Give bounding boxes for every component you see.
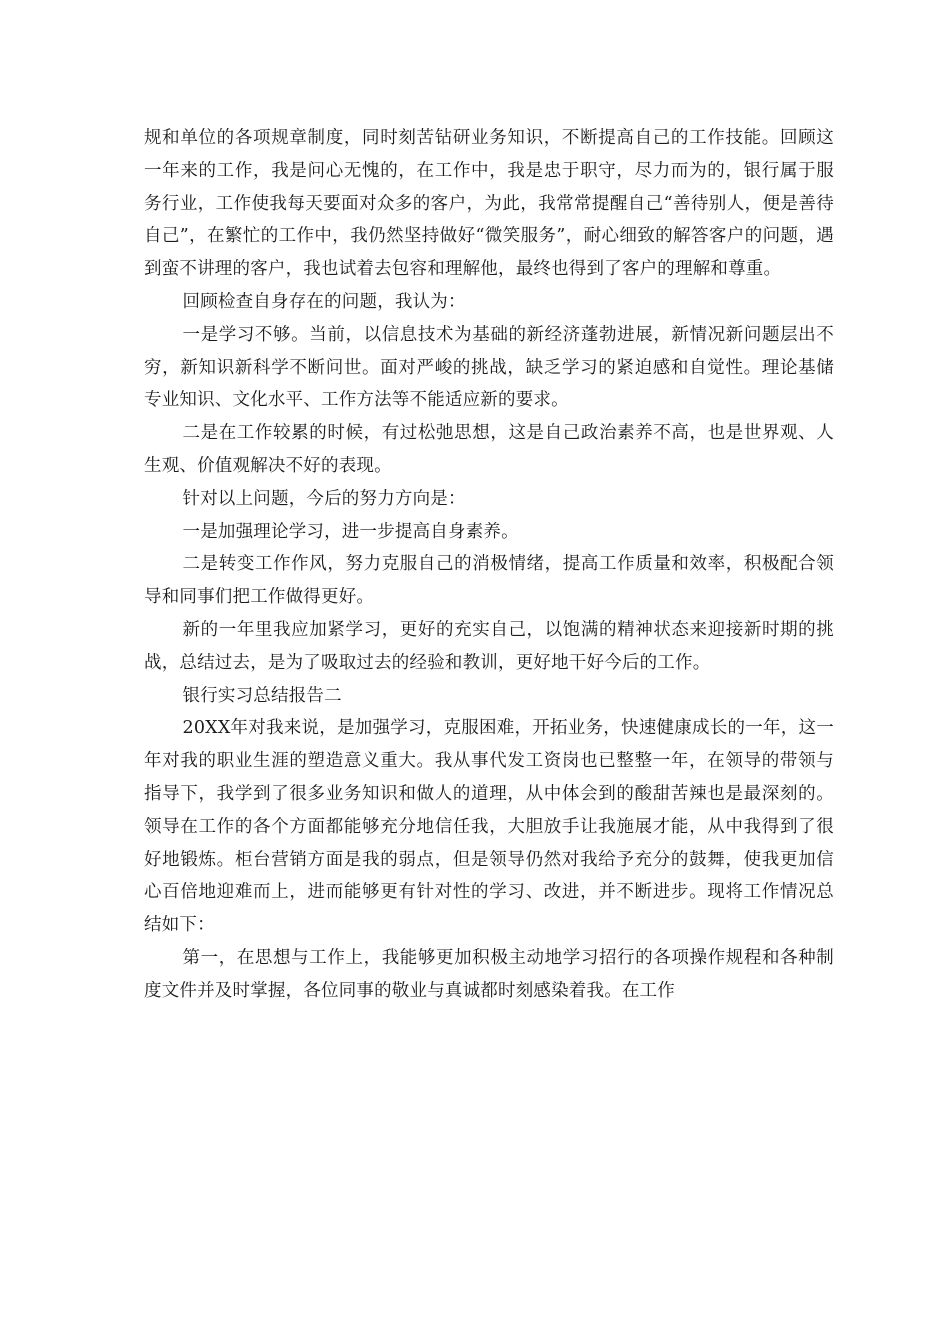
paragraph-6: 一是加强理论学习，进一步提高自身素养。 [182, 521, 519, 542]
document-body [144, 122, 834, 1008]
paragraph-8: 新的一年里我应加紧学习，更好的充实自己，以饱满的精神状态来迎接新时期的挑战，总结过去，是为了吸取过去的经验和教训，更好地干好今后的工作。 [144, 619, 834, 673]
paragraph-5: 针对以上问题，今后的努力方向是： [182, 488, 466, 509]
section-heading: 银行实习总结报告二 [182, 685, 342, 706]
paragraph-1: 规和单位的各项规章制度，同时刻苦钻研业务知识，不断提高自己的工作技能。回顾这一年来的工作，我是问心无愧的，在工作中，我是忠于职守，尽力而为的，银行属于服务行业，工作使我每天要面对众多的客户，为此，我常常提醒自己“善待别人，便是善待自己”，在繁忙的工作中，我仍然坚持做好“微笑服务”，耐心细致的解答客户的问题，遇到蛮不讲理的客户，我也试着去包容和理解他，最终也得到了客户的理解和尊重。 [144, 128, 834, 280]
paragraph-2: 回顾检查自身存在的问题，我认为： [182, 291, 466, 312]
paragraph-4: 二是在工作较累的时候，有过松弛思想，这是自己政治素养不高，也是世界观、人生观、价值观解决不好的表现。 [144, 423, 834, 476]
paragraph-10: 第一，在思想与工作上，我能够更加积极主动地学习招行的各项操作规程和各种制度文件并及时掌握，各位同事的敬业与真诚都时刻感染着我。在工作 [144, 947, 834, 1001]
paragraph-7: 二是转变工作作风，努力克服自己的消极情绪，提高工作质量和效率，积极配合领导和同事们把工作做得更好。 [144, 554, 834, 608]
paragraph-3: 一是学习不够。当前，以信息技术为基础的新经济蓬勃进展，新情况新问题层出不穷，新知识新科学不断问世。面对严峻的挑战，缺乏学习的紧迫感和自觉性。理论基储专业知识、文化水平、工作方法等不能适应新的要求。 [144, 324, 834, 411]
paragraph-9: 20XX年对我来说，是加强学习，克服困难，开拓业务，快速健康成长的一年，这一年对我的职业生涯的塑造意义重大。我从事代发工资岗也已整整一年，在领导的带领与指导下，我学到了很多业务知识和做人的道理，从中体会到的酸甜苦辣也是最深刻的。领导在工作的各个方面都能够充分地信任我，大胆放手让我施展才能，从中我得到了很好地锻炼。柜台营销方面是我的弱点，但是领导仍然对我给予充分的鼓舞，使我更加信心百倍地迎难而上，进而能够更有针对性的学习、改进，并不断进步。现将工作情况总结如下： [144, 718, 834, 936]
